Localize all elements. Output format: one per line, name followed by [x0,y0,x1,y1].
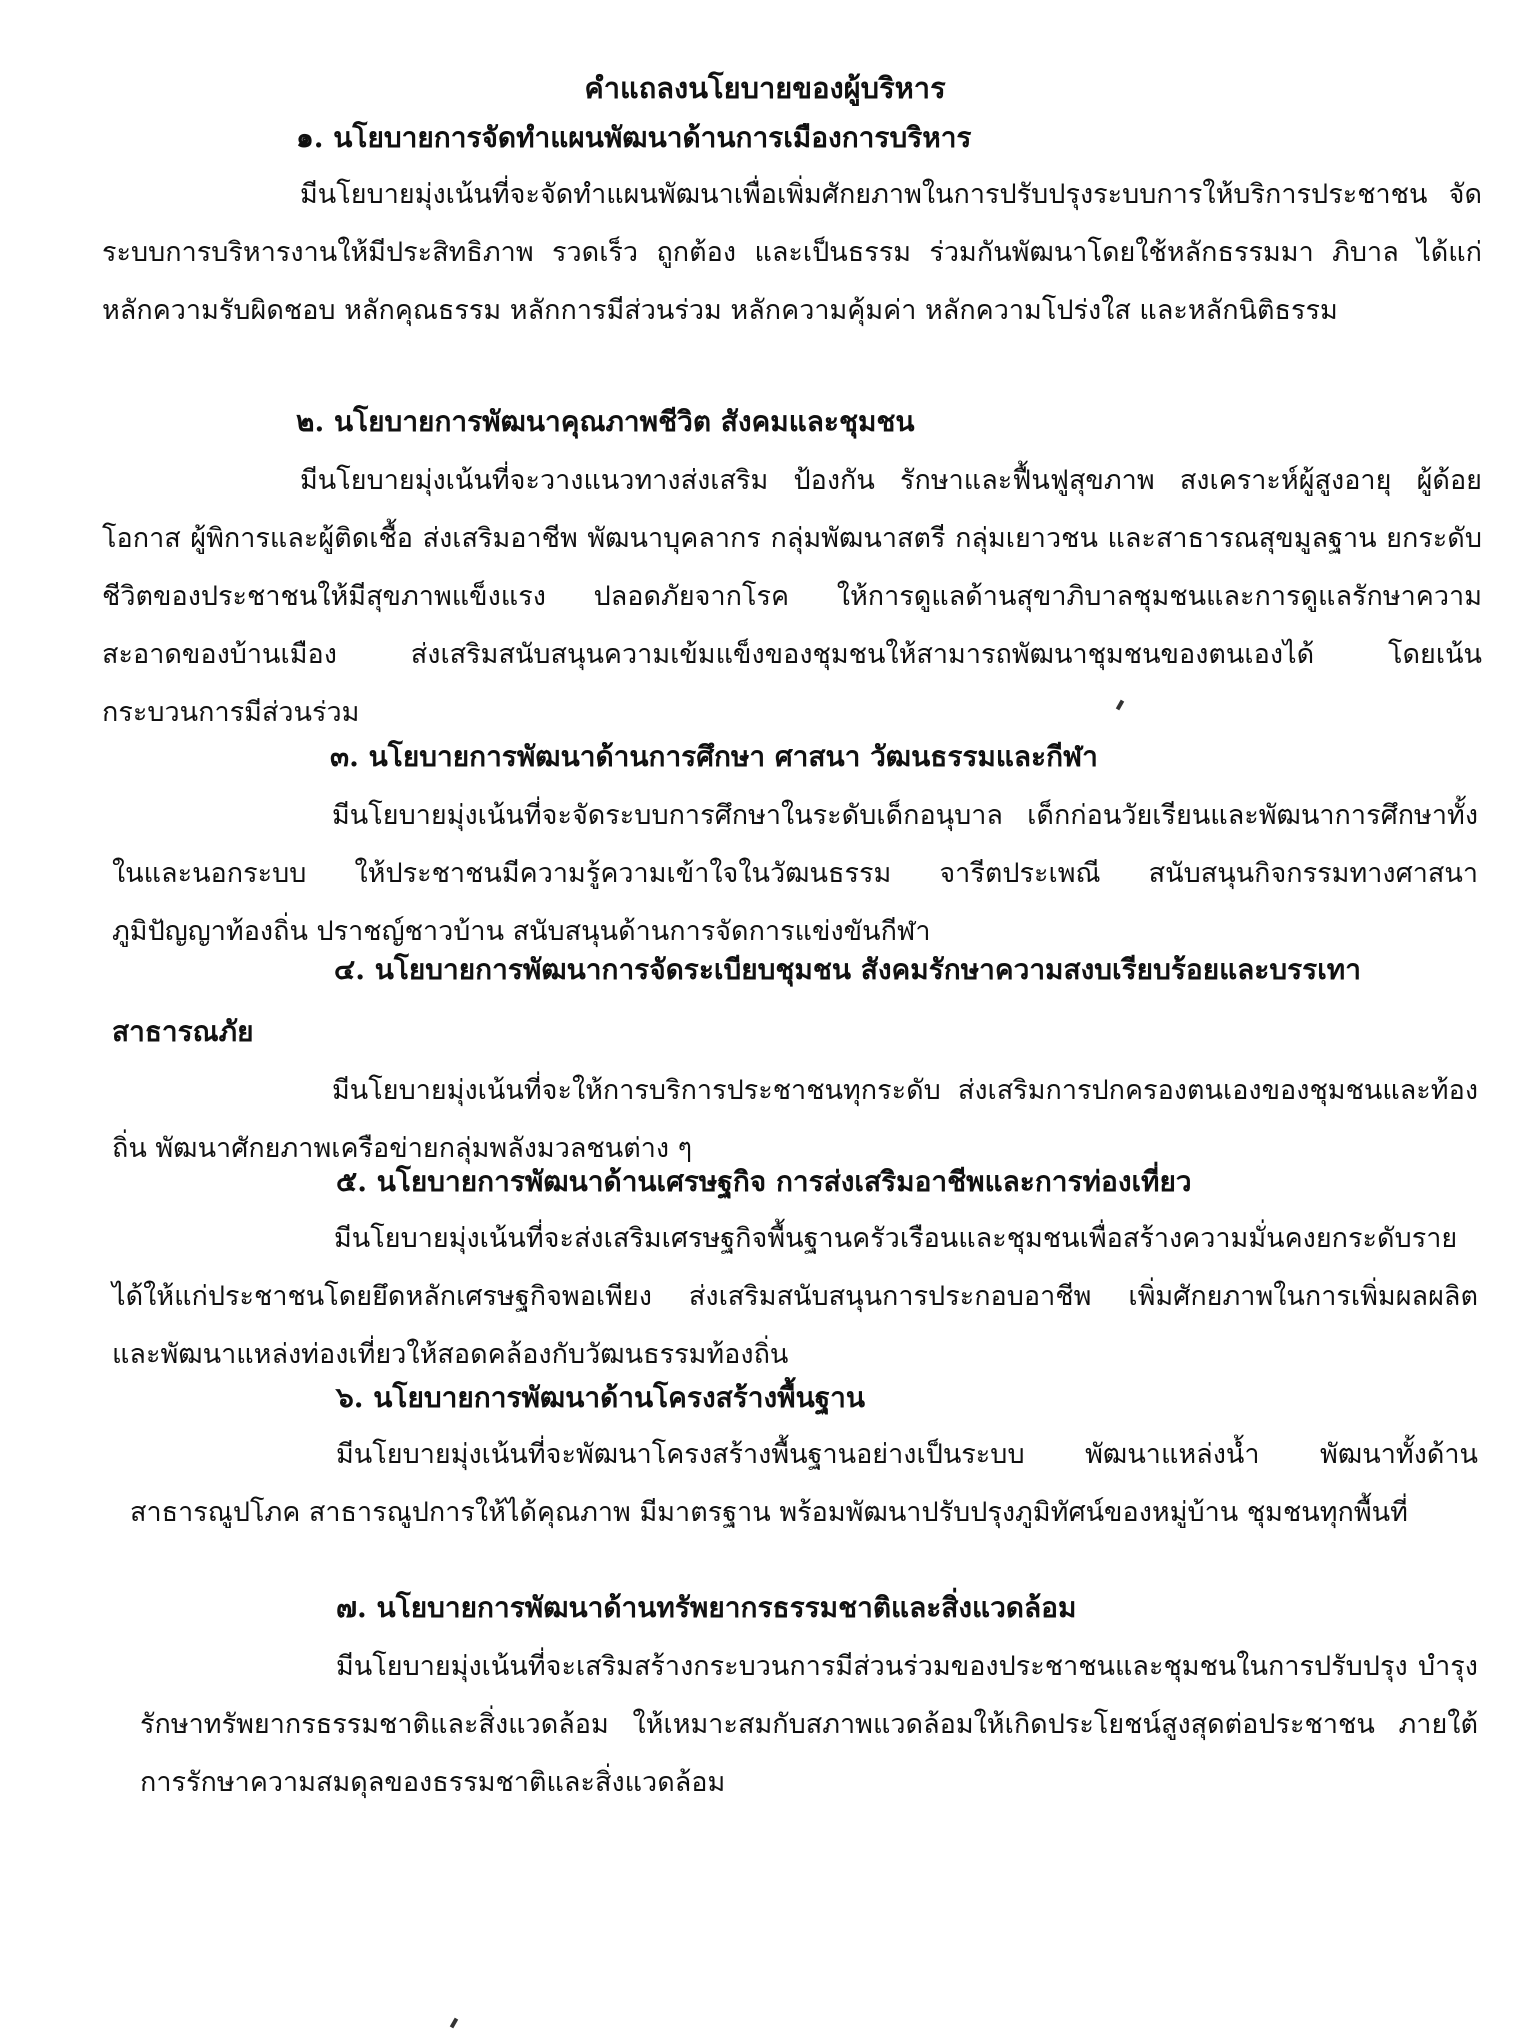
section-heading: ๖. นโยบายการพัฒนาด้านโครงสร้างพื้นฐาน [336,1381,866,1414]
section-body: มีนโยบายมุ่งเน้นที่จะจัดระบบการศึกษาในระดับเด็กอนุบาล เด็กก่อนวัยเรียนและพัฒนาการศึกษาทั้งในและนอกระบบ ให้ประชาชนมีความรู้ความเข้าใจในวัฒนธรรม จารีตประเพณี สนับสนุนกิจกรรมทางศาสนา ภูมิปัญญาท้องถิ่น ปราชญ์ชาวบ้าน สนับสนุนด้านการจัดการแข่งขันกีฬา [112,800,1478,947]
scan-speck [450,2018,458,2029]
section-body: มีนโยบายมุ่งเน้นที่จะวางแนวทางส่งเสริม ป้องกัน รักษาและฟื้นฟูสุขภาพ สงเคราะห์ผู้สูงอายุ ผู้ด้อยโอกาส ผู้พิการและผู้ติดเชื้อ ส่งเสริมอาชีพ พัฒนาบุคลากร กลุ่มพัฒนาสตรี กลุ่มเยาวชน และสาธารณสุขมูลฐาน ยกระดับชีวิตของประชาชนให้มีสุขภาพแข็งแรง ปลอดภัยจากโรค ให้การดูแลด้านสุขาภิบาลชุมชนและการดูแลรักษาความสะอาดของบ้านเมือง ส่งเสริมสนับสนุนความเข้มแข็งของชุมชนให้สามารถพัฒนาชุมชนของตนเองได้ โดยเน้นกระบวนการมีส่วนร่วม [102,465,1482,728]
section-body: มีนโยบายมุ่งเน้นที่จะจัดทำแผนพัฒนาเพื่อเพิ่มศักยภาพในการปรับปรุงระบบการให้บริการประชาชน จัดระบบการบริหารงานให้มีประสิทธิภาพ รวดเร็ว ถูกต้อง และเป็นธรรม ร่วมกันพัฒนาโดยใช้หลักธรรมมา ภิบาล ได้แก่ หลักความรับผิดชอบ หลักคุณธรรม หลักการมีส่วนร่วม หลักความคุ้มค่า หลักความโปร่งใส และหลักนิติธรรม [102,179,1482,326]
policy-section-3 [0,737,1530,961]
section-body: มีนโยบายมุ่งเน้นที่จะให้การบริการประชาชนทุกระดับ ส่งเสริมการปกครองตนเองของชุมชนและท้องถิ่น พัฒนาศักยภาพเครือข่ายกลุ่มพลังมวลชนต่าง ๆ [112,1075,1478,1164]
policy-section-1 [0,118,1530,340]
document-title: คำแถลงนโยบายของผู้บริหาร [584,71,946,105]
section-heading: ๔. นโยบายการพัฒนาการจัดระเบียบชุมชน สังคมรักษาความสงบเรียบร้อยและบรรเทา [334,953,1361,986]
section-body: มีนโยบายมุ่งเน้นที่จะพัฒนาโครงสร้างพื้นฐานอย่างเป็นระบบ พัฒนาแหล่งน้ำ พัฒนาทั้งด้านสาธารณูปโภค สาธารณูปการให้ได้คุณภาพ มีมาตรฐาน พร้อมพัฒนาปรับปรุงภูมิทัศน์ของหมู่บ้าน ชุมชนทุกพื้นที่ [130,1439,1478,1528]
section-body: มีนโยบายมุ่งเน้นที่จะส่งเสริมเศรษฐกิจพื้นฐานครัวเรือนและชุมชนเพื่อสร้างความมั่นคงยกระดับรายได้ให้แก่ประชาชนโดยยึดหลักเศรษฐกิจพอเพียง ส่งเสริมสนับสนุนการประกอบอาชีพ เพิ่มศักยภาพในการเพิ่มผลผลิต และพัฒนาแหล่งท่องเที่ยวให้สอดคล้องกับวัฒนธรรมท้องถิ่น [112,1223,1478,1370]
section-heading: ๓. นโยบายการพัฒนาด้านการศึกษา ศาสนา วัฒนธรรมและกีฬา [330,740,1098,773]
section-heading: ๗. นโยบายการพัฒนาด้านทรัพยากรธรรมชาติและสิ่งแวดล้อม [336,1591,1077,1624]
policy-section-7 [0,1588,1530,1812]
policy-section-2 [0,402,1530,742]
section-heading-continued: สาธารณภัย [112,1015,254,1048]
section-heading: ๒. นโยบายการพัฒนาคุณภาพชีวิต สังคมและชุมชน [296,405,915,438]
section-heading: ๑. นโยบายการจัดทำแผนพัฒนาด้านการเมืองการบริหาร [296,121,972,154]
policy-section-6 [0,1378,1530,1542]
section-body: มีนโยบายมุ่งเน้นที่จะเสริมสร้างกระบวนการมีส่วนร่วมของประชาชนและชุมชนในการปรับปรุง บำรุงรักษาทรัพยากรธรรมชาติและสิ่งแวดล้อม ให้เหมาะสมกับสภาพแวดล้อมให้เกิดประโยชน์สูงสุดต่อประชาชน ภายใต้การรักษาความสมดุลของธรรมชาติและสิ่งแวดล้อม [140,1651,1478,1798]
section-heading: ๕. นโยบายการพัฒนาด้านเศรษฐกิจ การส่งเสริมอาชีพและการท่องเที่ยว [336,1165,1192,1198]
policy-section-5 [0,1162,1530,1384]
policy-section-4 [0,950,1530,1178]
